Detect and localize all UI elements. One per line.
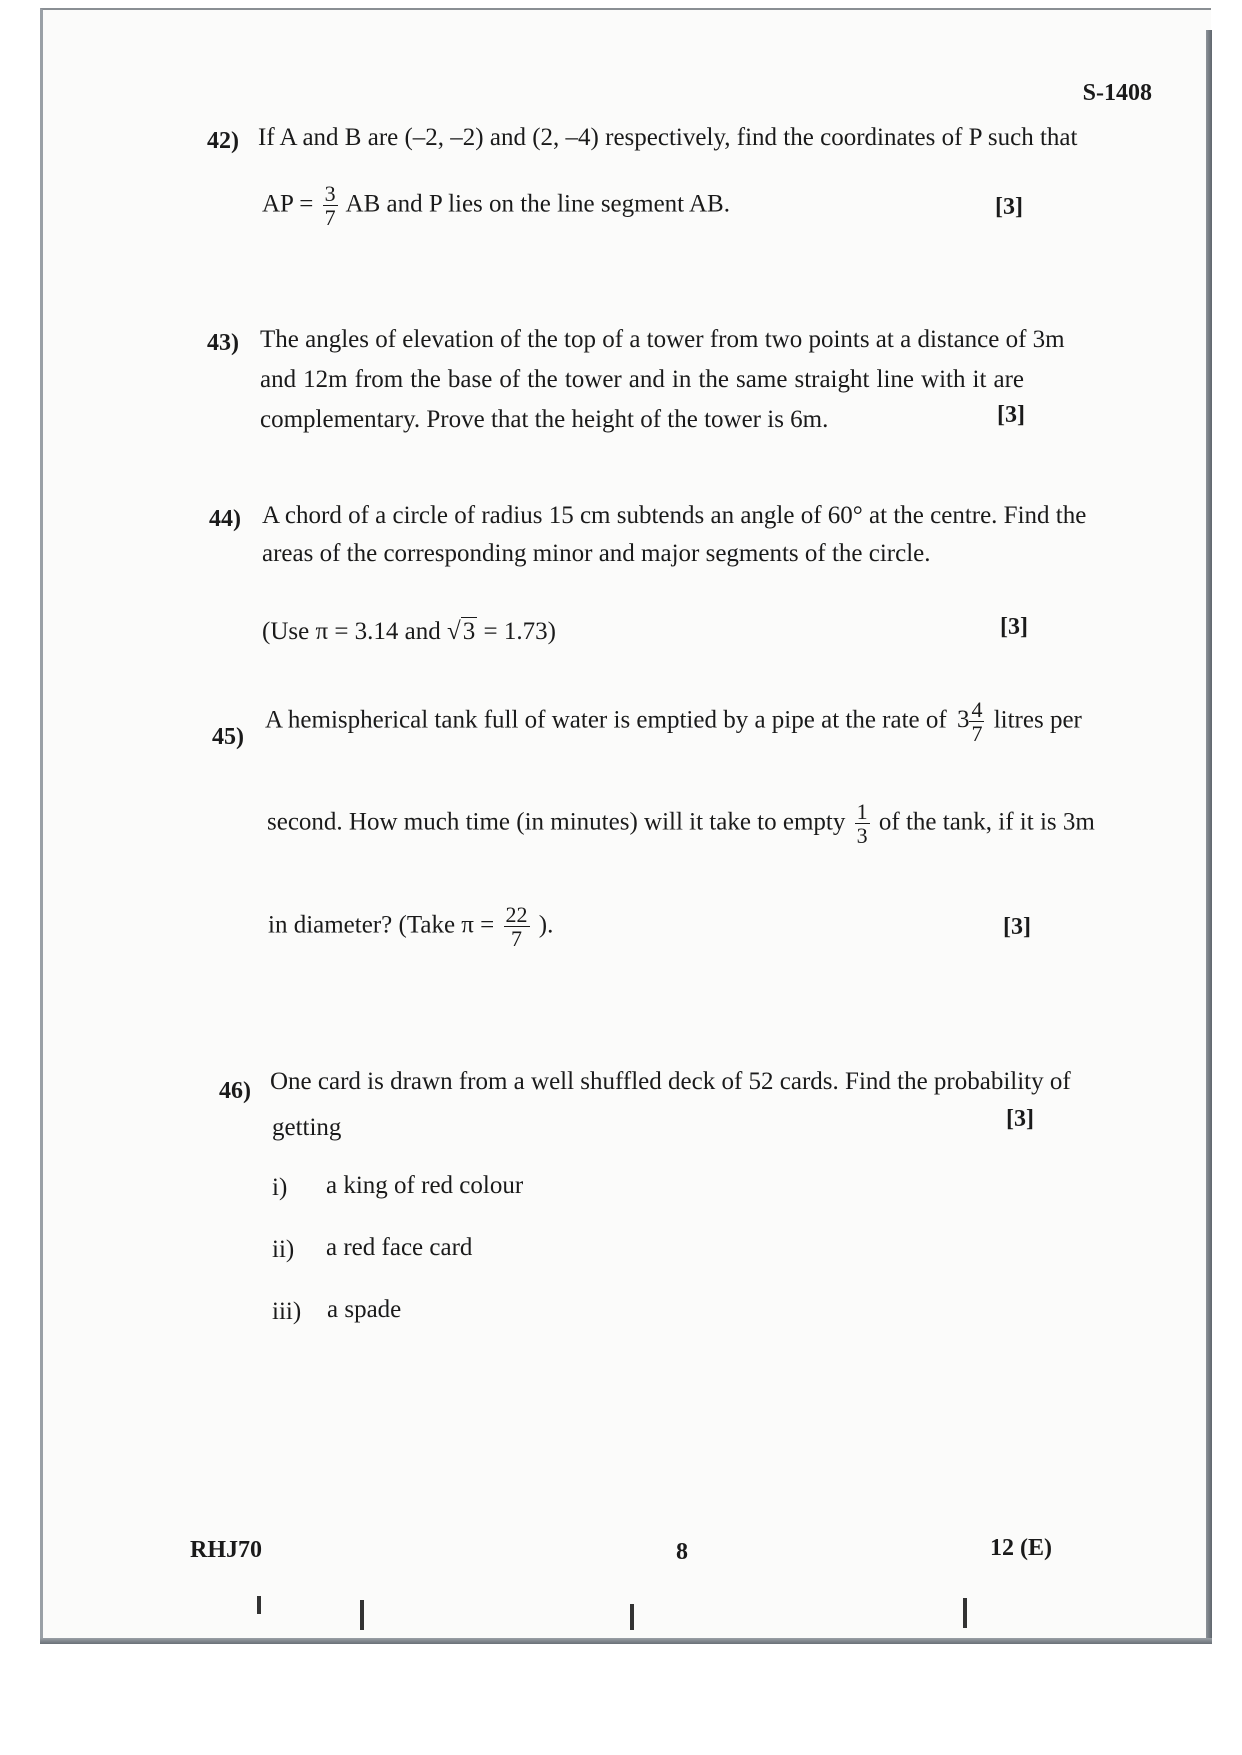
q46-option-text: a spade — [327, 1296, 402, 1323]
q45-marks: [3] — [1003, 914, 1031, 940]
q43-number: 43) — [207, 330, 239, 356]
q45-mixed-fraction — [969, 698, 984, 745]
q44-sqrt — [447, 618, 477, 646]
page-edge-bottom — [40, 1638, 1212, 1644]
q45-line3-suffix: ). — [538, 911, 554, 939]
q46-option-text: a red face card — [326, 1234, 473, 1261]
q46-option-label: iii) — [272, 1298, 302, 1325]
q45-frac-num: 1 — [856, 799, 868, 824]
q45-frac-den: 3 — [856, 823, 868, 849]
q44-line1: A chord of a circle of radius 15 cm subtends an angle of 60° at the centre. Find the — [262, 502, 1087, 529]
q46-option-text: a king of red colour — [326, 1172, 524, 1199]
q45-number: 45) — [212, 724, 244, 750]
q42-ap-label: AP = — [262, 190, 314, 218]
q46-number: 46) — [219, 1078, 251, 1104]
q45-line3-text: in diameter? (Take π = — [268, 911, 495, 939]
q45-line1-text: A hemispherical tank full of water is emptied by a pipe at the rate of — [265, 706, 947, 734]
scan-mark — [257, 1596, 261, 1614]
q45-line2-text: second. How much time (in minutes) will it take to empty — [267, 808, 846, 836]
scan-mark — [360, 1600, 364, 1630]
q42-line2-text: AB and P lies on the line segment AB. — [345, 190, 730, 218]
q45-line1-suffix: litres per — [993, 706, 1082, 734]
q42-frac-den: 7 — [324, 205, 336, 231]
radical-sign-icon: √ — [447, 618, 461, 645]
q45-pi-den: 7 — [511, 926, 523, 952]
q42-marks: [3] — [995, 194, 1023, 220]
q45-fraction — [855, 800, 870, 847]
q44-marks: [3] — [1000, 614, 1028, 640]
q46-marks: [3] — [1006, 1106, 1034, 1132]
q44-number: 44) — [209, 506, 241, 532]
q44-sqrt-value: 3 — [462, 618, 476, 645]
page-number: 8 — [676, 1539, 688, 1565]
q45-mixed-num: 4 — [971, 697, 983, 722]
q46-option-label: i) — [272, 1174, 288, 1201]
scan-mark — [630, 1604, 634, 1630]
q46-line2: getting — [272, 1114, 342, 1141]
q45-pi-fraction — [504, 903, 530, 950]
q42-number: 42) — [207, 128, 239, 154]
footer-series: 12 (E) — [990, 1535, 1052, 1561]
q43-line2: and 12m from the base of the tower and in the same straight line with it are — [260, 366, 1024, 393]
q42-frac-num: 3 — [324, 181, 336, 206]
q46-option-label: ii) — [272, 1236, 295, 1263]
paper-code: S-1408 — [1082, 80, 1152, 106]
footer-code: RHJ70 — [190, 1537, 262, 1563]
q44-line2: areas of the corresponding minor and major segments of the circle. — [262, 540, 931, 567]
q43-line1: The angles of elevation of the top of a tower from two points at a distance of 3m — [260, 326, 1065, 353]
q42-line1: If A and B are (–2, –2) and (2, –4) respectively, find the coordinates of P such that — [258, 124, 1078, 151]
q44-use-suffix: = 1.73) — [483, 618, 556, 645]
q43-line3: complementary. Prove that the height of the tower is 6m. — [260, 406, 829, 433]
q45-line3 — [268, 903, 553, 950]
q45-mixed-whole: 3 — [956, 706, 970, 734]
q45-line1 — [265, 698, 1082, 745]
q42-line2 — [262, 182, 730, 229]
q44-use-line — [262, 618, 556, 646]
q45-pi-num: 22 — [505, 902, 528, 927]
q46-line1: One card is drawn from a well shuffled deck of 52 cards. Find the probability of — [270, 1068, 1071, 1095]
q44-use-text: (Use π = 3.14 and — [262, 618, 441, 645]
q45-line2 — [267, 800, 1095, 847]
q45-line2-suffix: of the tank, if it is 3m — [878, 808, 1095, 836]
scan-mark — [963, 1598, 967, 1628]
q45-mixed-den: 7 — [971, 721, 983, 747]
page-edge-right — [1206, 30, 1212, 1642]
q43-marks: [3] — [997, 402, 1025, 428]
q42-fraction — [323, 182, 338, 229]
